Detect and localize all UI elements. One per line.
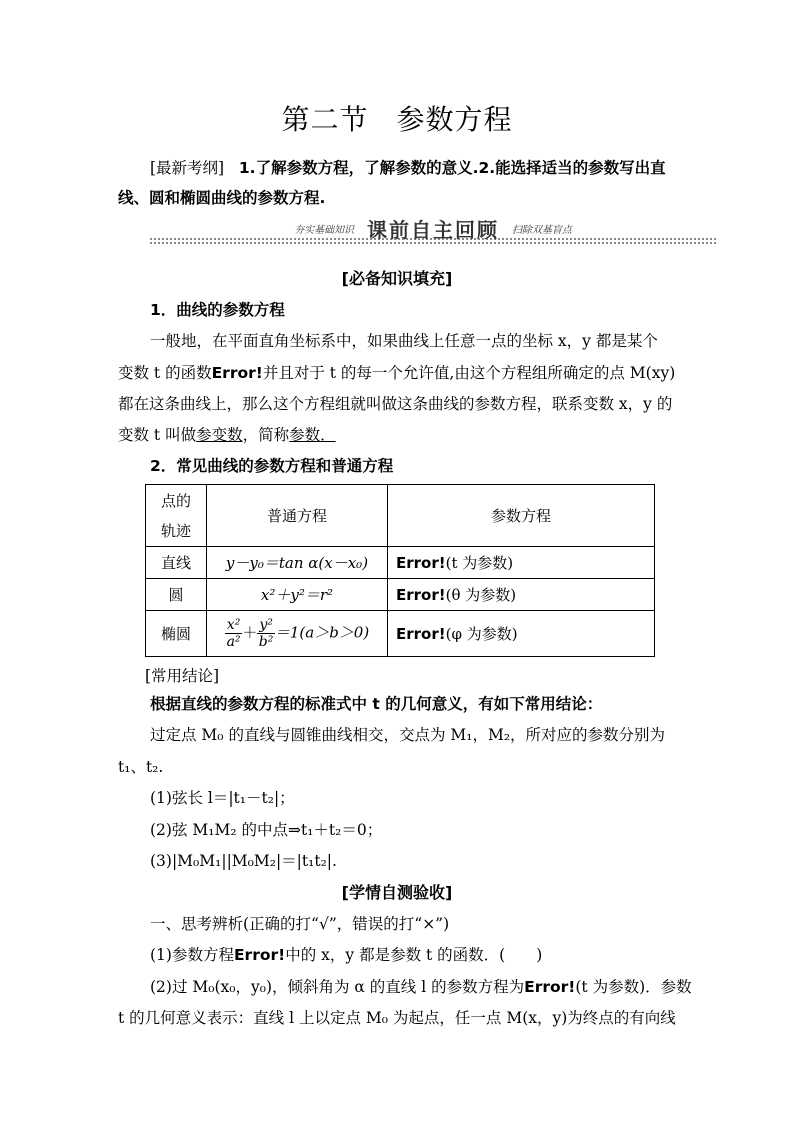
table-row [146, 547, 655, 579]
syllabus-line1 [150, 156, 666, 178]
error-placeholder: Error! [211, 364, 263, 382]
header-col1-line2: 轨迹 [160, 521, 191, 540]
table-header-cell: 普通方程 [207, 485, 388, 547]
section-banner [150, 214, 716, 244]
q1-text-b: 中的 x，y 都是参数 t 的函数．( ) [285, 946, 543, 964]
conclusions-para-line2: t₁、t₂. [118, 758, 164, 776]
section-header-knowledge: [必备知识填充] [341, 269, 453, 288]
table-cell-param [388, 611, 655, 657]
param-note: (φ 为参数) [445, 625, 518, 643]
q2-text-a: (2)过 M₀(x₀，y₀)，倾斜角为 α 的直线 l 的参数方程为 [150, 978, 525, 996]
table-cell-name: 圆 [146, 579, 207, 611]
error-placeholder: Error! [396, 586, 446, 604]
table-cell-param [388, 579, 655, 611]
error-placeholder: Error! [524, 978, 576, 996]
table-header-cell: 参数方程 [388, 485, 655, 547]
table-header-cell [146, 485, 207, 547]
item2-heading: 2．常见曲线的参数方程和普通方程 [150, 457, 394, 475]
item1-heading: 1．曲线的参数方程 [150, 301, 285, 319]
frac-numerator: x² [226, 617, 241, 633]
table-cell-name: 椭圆 [146, 611, 207, 657]
item1-text-a: 变数 t 的函数 [118, 364, 212, 382]
table-cell-normal [207, 611, 388, 657]
error-placeholder: Error! [396, 554, 446, 572]
syllabus-text: 1.了解参数方程，了解参数的意义.2.能选择适当的参数写出直 [238, 159, 666, 177]
item1-text-d: ，简称 [242, 426, 290, 444]
plus-sign: ＋ [242, 623, 258, 642]
item1-para-line2 [118, 361, 675, 383]
fraction-x [225, 617, 243, 650]
equations-table [145, 484, 655, 657]
fraction-y [257, 617, 275, 650]
conclusion-3: (3)|M₀M₁||M₀M₂|＝|t₁t₂|. [150, 852, 337, 870]
table-row [146, 611, 655, 657]
exercise-heading: 一、思考辨析(正确的打“√”，错误的打“×”) [150, 915, 450, 933]
table-cell-param [388, 547, 655, 579]
exercise-q2-line1 [150, 975, 692, 997]
item1-para-line4 [118, 423, 336, 445]
banner-left-text: 夯实基础知识 [294, 225, 355, 236]
table-cell-name: 直线 [146, 547, 207, 579]
conclusions-para-line1: 过定点 M₀ 的直线与圆锥曲线相交，交点为 M₁，M₂，所对应的参数分别为 [150, 726, 666, 744]
term-parameter-variable: 参变数 [196, 426, 243, 444]
table-header-row [146, 485, 655, 547]
error-placeholder: Error! [396, 625, 446, 643]
conclusion-2: (2)弦 M₁M₂ 的中点⇒t₁＋t₂＝0； [150, 821, 383, 839]
error-placeholder: Error! [233, 946, 286, 964]
param-note: (t 为参数) [445, 554, 514, 572]
exercise-q2-line2: t 的几何意义表示：直线 l 上以定点 M₀ 为起点，任一点 M(x，y)为终点的有向线 [118, 1009, 676, 1027]
frac-numerator: y² [259, 617, 273, 633]
frac-denominator: a² [226, 634, 241, 650]
exercise-q1 [150, 943, 542, 965]
conclusion-1: (1)弦长 l＝|t₁－t₂|； [150, 789, 295, 807]
q2-text-b: (t 为参数)．参数 [575, 978, 692, 996]
section-header-self-test: [学情自测验收] [341, 883, 453, 902]
banner-title: 课前自主回顾 [367, 218, 499, 242]
ellipse-eq-tail: ＝1(a＞b＞0) [274, 623, 370, 642]
item1-text-c: 变数 t 叫做 [118, 426, 197, 444]
conclusions-intro: 根据直线的参数方程的标准式中 t 的几何意义，有如下常用结论： [150, 695, 603, 713]
item1-text-b: 并且对于 t 的每一个允许值,由这个方程组所确定的点 M(xy) [262, 364, 676, 382]
table-row [146, 579, 655, 611]
title-part1: 第二节 [281, 103, 369, 136]
table-cell-normal: y－y₀＝tan α(x－x₀) [207, 547, 388, 579]
table-cell-normal: x²＋y²＝r² [207, 579, 388, 611]
q1-text-a: (1)参数方程 [150, 946, 234, 964]
item1-para-line1: 一般地，在平面直角坐标系中，如果曲线上任意一点的坐标 x，y 都是某个 [150, 332, 658, 350]
syllabus-line2: 线、圆和椭圆曲线的参数方程. [118, 189, 326, 207]
syllabus-label: [最新考纲] [150, 159, 225, 177]
item1-para-line3: 都在这条曲线上，那么这个方程组就叫做这条曲线的参数方程，联系变数 x，y 的 [118, 395, 673, 413]
header-col1-line1: 点的 [160, 491, 191, 510]
frac-denominator: b² [258, 634, 274, 650]
param-note: (θ 为参数) [445, 586, 517, 604]
term-parameter: 参数． [289, 426, 336, 444]
title-part2: 参数方程 [396, 103, 513, 136]
conclusions-label: [常用结论] [145, 667, 220, 685]
banner-right-text: 扫除双基盲点 [511, 225, 572, 236]
page-title [0, 98, 794, 138]
